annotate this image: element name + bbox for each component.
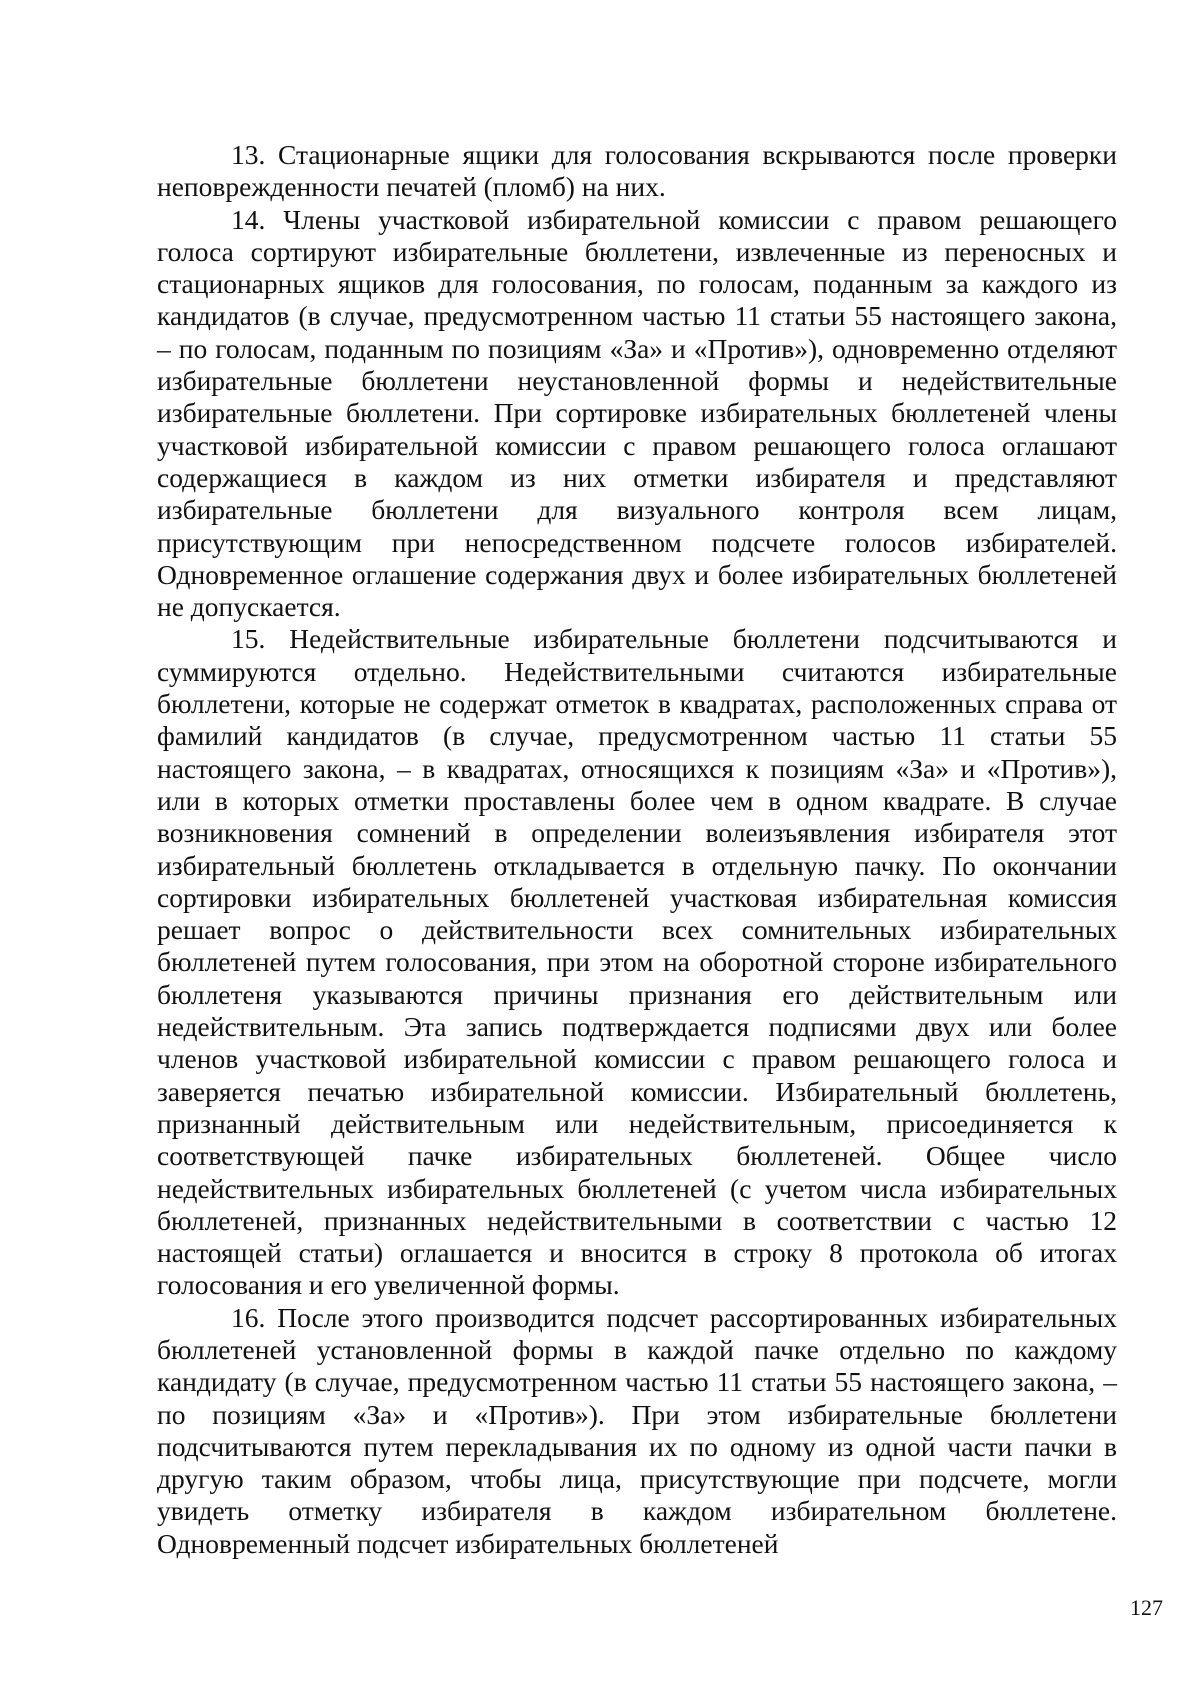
paragraph-16: 16. После этого производится подсчет рассортированных избирательных бюллетеней установленной формы в каждой пачке отдельно по каждому кандидату (в случае, предусмотренном частью 11 статьи 55 настоящего закона, – по позициям «За» и «Против»). При этом избирательные бюллетени подсчитываются путем перекладывания их по одному из одной части пачки в другую таким образом, чтобы лица, присутствующие при подсчете, могли увидеть отметку избирателя в каждом избирательном бюллетене. Одновременный подсчет избирательных бюллетеней bbox=[157, 1301, 1117, 1559]
paragraph-15: 15. Недействительные избирательные бюллетени подсчитываются и суммируются отдельно. Недействительными считаются избирательные бюллетени, которые не содержат отметок в квадратах, расположенных справа от фамилий кандидатов (в случае, предусмотренном частью 11 статьи 55 настоящего закона, – в квадратах, относящихся к позициям «За» и «Против»), или в которых отметки проставлены более чем в одном квадрате. В случае возникновения сомнений в определении волеизъявления избирателя этот избирательный бюллетень откладывается в отдельную пачку. По окончании сортировки избирательных бюллетеней участковая избирательная комиссия решает вопрос о действительности всех сомнительных избирательных бюллетеней путем голосования, при этом на оборотной стороне избирательного бюллетеня указываются причины признания его действительным или недействительным. Эта запись подтверждается подписями двух или более членов участковой избирательной комиссии с правом решающего голоса и заверяется печатью избирательной комиссии. Избирательный бюллетень, признанный действительным или недействительным, присоединяется к соответствующей пачке избирательных бюллетеней. Общее число недействительных избирательных бюллетеней (с учетом числа избирательных бюллетеней, признанных недействительными в соответствии с частью 12 настоящей статьи) оглашается и вносится в строку 8 протокола об итогах голосования и его увеличенной формы. bbox=[157, 623, 1117, 1301]
paragraph-14: 14. Члены участковой избирательной комиссии с правом решающего голоса сортируют избирательные бюллетени, извлеченные из переносных и стационарных ящиков для голосования, по голосам, поданным за каждого из кандидатов (в случае, предусмотренном частью 11 статьи 55 настоящего закона, – по голосам, поданным по позициям «За» и «Против»), одновременно отделяют избирательные бюллетени неустановленной формы и недействительные избирательные бюллетени. При сортировке избирательных бюллетеней члены участковой избирательной комиссии с правом решающего голоса оглашают содержащиеся в каждом из них отметки избирателя и представляют избирательные бюллетени для визуального контроля всем лицам, присутствующим при непосредственном подсчете голосов избирателей. Одновременное оглашение содержания двух и более избирательных бюллетеней не допускается. bbox=[157, 203, 1117, 623]
page-number: 127 bbox=[1130, 1595, 1163, 1620]
paragraph-13: 13. Стационарные ящики для голосования вскрываются после проверки неповрежденности печатей (пломб) на них. bbox=[157, 139, 1117, 203]
body-text bbox=[157, 139, 1117, 1560]
